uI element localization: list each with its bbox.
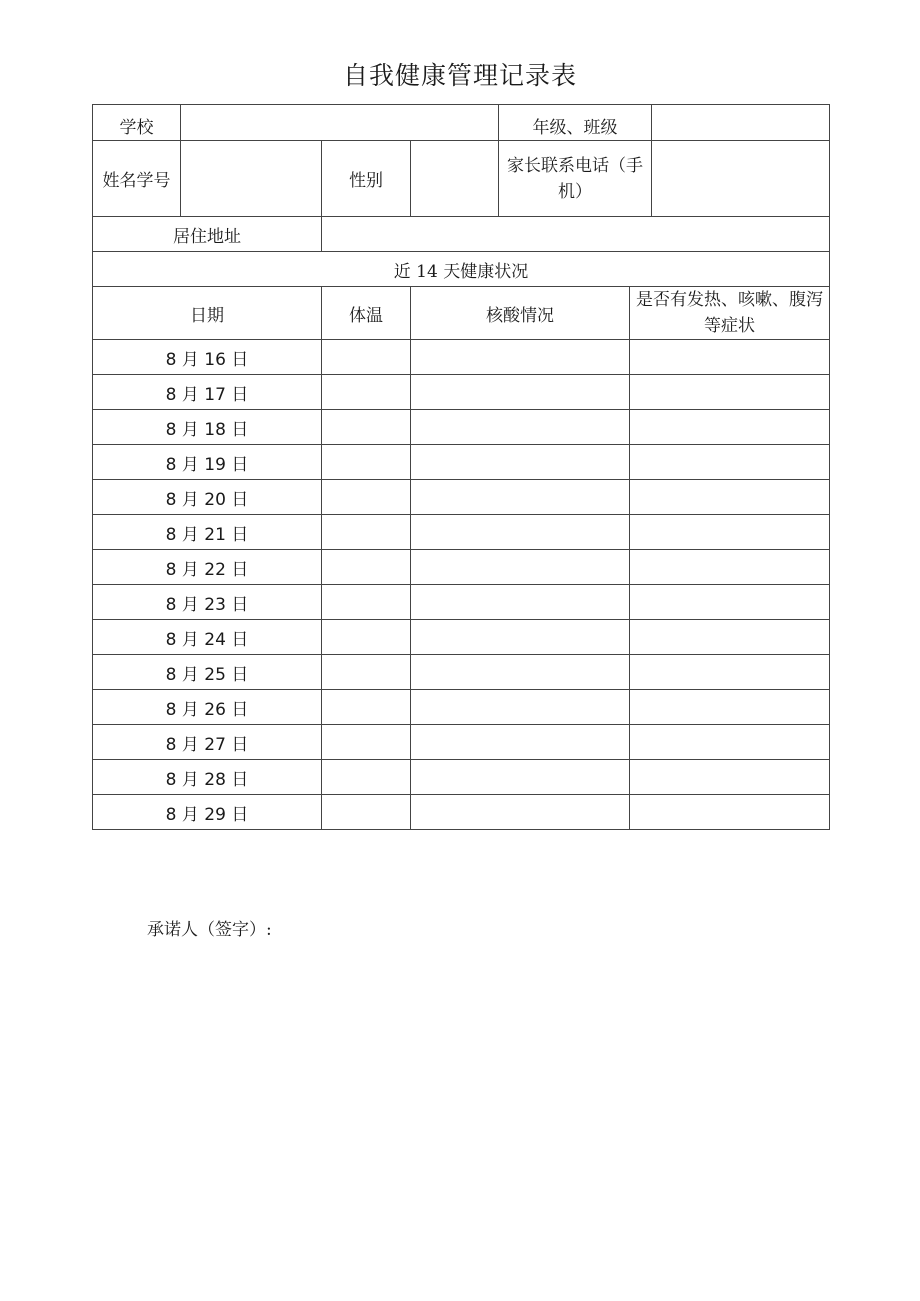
nucleic-acid-cell[interactable] (411, 690, 630, 725)
table-row (93, 725, 830, 760)
table-row (93, 445, 830, 480)
temperature-cell[interactable] (322, 655, 411, 690)
date-cell: 8 月 26 日 (93, 690, 322, 725)
temperature-cell[interactable] (322, 620, 411, 655)
date-cell: 8 月 24 日 (93, 620, 322, 655)
symptoms-cell[interactable] (630, 550, 830, 585)
table-row (93, 655, 830, 690)
school-row (93, 105, 830, 141)
nucleic-acid-cell[interactable] (411, 515, 630, 550)
date-rows (93, 340, 830, 830)
parent-phone-field[interactable] (652, 141, 830, 217)
table-row (93, 760, 830, 795)
symptoms-cell[interactable] (630, 795, 830, 830)
temperature-cell[interactable] (322, 480, 411, 515)
table-row (93, 550, 830, 585)
symptoms-cell[interactable] (630, 480, 830, 515)
date-cell: 8 月 25 日 (93, 655, 322, 690)
nucleic-acid-cell[interactable] (411, 760, 630, 795)
temperature-cell[interactable] (322, 585, 411, 620)
col-header-date: 日期 (93, 287, 322, 340)
date-cell: 8 月 21 日 (93, 515, 322, 550)
school-field[interactable] (181, 105, 499, 141)
symptoms-cell[interactable] (630, 760, 830, 795)
nucleic-acid-cell[interactable] (411, 655, 630, 690)
nucleic-acid-cell[interactable] (411, 550, 630, 585)
table-row (93, 620, 830, 655)
temperature-cell[interactable] (322, 550, 411, 585)
table-row (93, 585, 830, 620)
symptoms-cell[interactable] (630, 620, 830, 655)
col-header-temperature: 体温 (322, 287, 411, 340)
nucleic-acid-cell[interactable] (411, 795, 630, 830)
temperature-cell[interactable] (322, 515, 411, 550)
column-header-row (93, 287, 830, 340)
address-label: 居住地址 (93, 217, 322, 252)
symptoms-cell[interactable] (630, 690, 830, 725)
address-field[interactable] (322, 217, 830, 252)
table-row (93, 690, 830, 725)
table-row (93, 795, 830, 830)
temperature-cell[interactable] (322, 690, 411, 725)
nucleic-acid-cell[interactable] (411, 725, 630, 760)
address-row (93, 217, 830, 252)
symptoms-cell[interactable] (630, 340, 830, 375)
symptoms-cell[interactable] (630, 515, 830, 550)
nucleic-acid-cell[interactable] (411, 585, 630, 620)
date-cell: 8 月 22 日 (93, 550, 322, 585)
date-cell: 8 月 29 日 (93, 795, 322, 830)
symptoms-cell[interactable] (630, 655, 830, 690)
gender-label: 性别 (322, 141, 411, 217)
col-header-nucleic-acid: 核酸情况 (411, 287, 630, 340)
nucleic-acid-cell[interactable] (411, 620, 630, 655)
grade-class-label: 年级、班级 (499, 105, 652, 141)
date-cell: 8 月 27 日 (93, 725, 322, 760)
nucleic-acid-cell[interactable] (411, 410, 630, 445)
temperature-cell[interactable] (322, 375, 411, 410)
symptoms-cell[interactable] (630, 725, 830, 760)
symptoms-cell[interactable] (630, 375, 830, 410)
date-cell: 8 月 18 日 (93, 410, 322, 445)
table-row (93, 340, 830, 375)
date-cell: 8 月 20 日 (93, 480, 322, 515)
health-record-table (92, 104, 830, 830)
gender-field[interactable] (411, 141, 499, 217)
table-row (93, 410, 830, 445)
table-row (93, 515, 830, 550)
table-row (93, 375, 830, 410)
date-cell: 8 月 19 日 (93, 445, 322, 480)
date-cell: 8 月 17 日 (93, 375, 322, 410)
signature-label: 承诺人（签字）: (147, 920, 272, 940)
table-row (93, 480, 830, 515)
symptoms-cell[interactable] (630, 585, 830, 620)
symptoms-cell[interactable] (630, 445, 830, 480)
temperature-cell[interactable] (322, 725, 411, 760)
date-cell: 8 月 16 日 (93, 340, 322, 375)
temperature-cell[interactable] (322, 445, 411, 480)
school-label: 学校 (93, 105, 181, 141)
temperature-cell[interactable] (322, 795, 411, 830)
temperature-cell[interactable] (322, 410, 411, 445)
date-cell: 8 月 23 日 (93, 585, 322, 620)
nucleic-acid-cell[interactable] (411, 340, 630, 375)
parent-phone-label: 家长联系电话（手机） (499, 141, 652, 217)
section-header: 近 14 天健康状况 (93, 252, 830, 287)
name-id-label: 姓名学号 (93, 141, 181, 217)
nucleic-acid-cell[interactable] (411, 445, 630, 480)
name-id-field[interactable] (181, 141, 322, 217)
symptoms-cell[interactable] (630, 410, 830, 445)
page-title: 自我健康管理记录表 (342, 61, 577, 90)
nucleic-acid-cell[interactable] (411, 480, 630, 515)
section-header-row (93, 252, 830, 287)
date-cell: 8 月 28 日 (93, 760, 322, 795)
temperature-cell[interactable] (322, 760, 411, 795)
name-row (93, 141, 830, 217)
temperature-cell[interactable] (322, 340, 411, 375)
col-header-symptoms: 是否有发热、咳嗽、腹泻等症状 (630, 287, 830, 340)
nucleic-acid-cell[interactable] (411, 375, 630, 410)
grade-class-field[interactable] (652, 105, 830, 141)
